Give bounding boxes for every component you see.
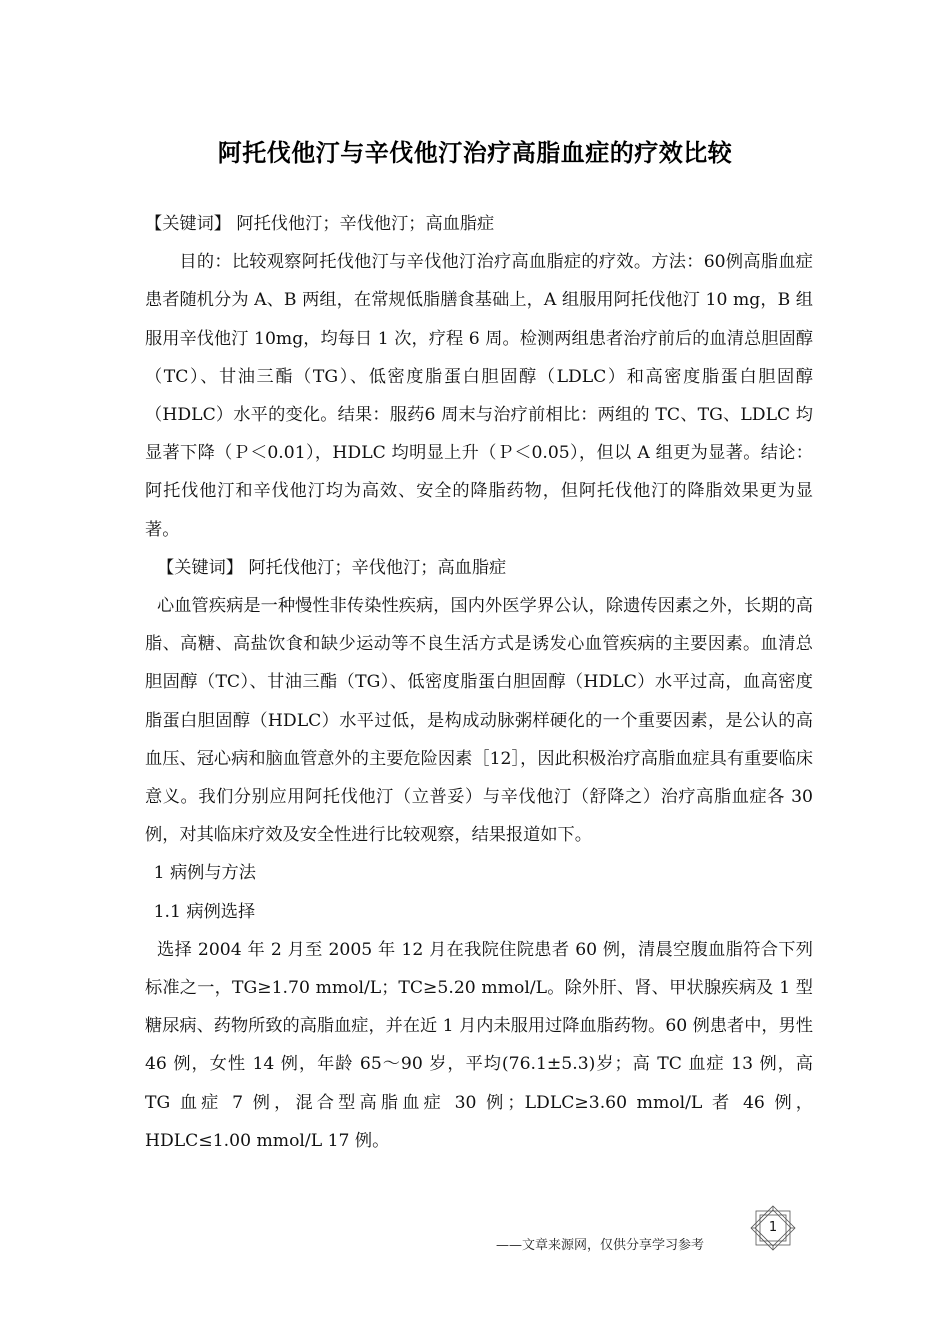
footer-source-text: ——文章来源网，仅供分享学习参考 [496,1238,705,1253]
page-number-badge [750,1205,796,1251]
paper-title: 阿托伐他汀与辛伐他汀治疗高脂血症的疗效比较 [217,139,733,167]
abstract-paragraph: 目的：比较观察阿托伐他汀与辛伐他汀治疗高血脂症的疗效。方法：60例高脂血症患者随机分为 A、B 两组，在常规低脂膳食基础上，A 组服用阿托伐他汀 10 mg，B 组服用辛伐他汀 10mg，均每日 1 次，疗程 6 周。检测两组患者治疗前后的血清总胆固醇（TC）、甘油三酯（TG）、低密度脂蛋白胆固醇（LDLC）和高密度脂蛋白胆固醇（HDLC）水平的变化。结果：服药6 周末与治疗前相比：两组的 TC、TG、LDLC 均显著下降（Ｐ＜0.01），HDLC 均明显上升（Ｐ＜0.05），但以 A 组更为显著。结论：阿托伐他汀和辛伐他汀均为高效、安全的降脂药物，但阿托伐他汀的降脂效果更为显著。 [145,252,813,540]
section-heading-1: 1 病例与方法 [153,863,256,884]
section-heading-1-1: 1.1 病例选择 [153,901,256,922]
paper-body [145,205,813,1160]
page-number: 1 [768,1220,778,1235]
keywords-line: 【关键词】 阿托伐他汀；辛伐他汀；高血脂症 [145,214,495,234]
cases-paragraph: 选择 2004 年 2 月至 2005 年 12 月在我院住院患者 60 例，清晨空腹血脂符合下列标准之一，TG≥1.70 mmol/L；TC≥5.20 mmol/L。除外肝、肾、甲状腺疾病及 1 型糖尿病、药物所致的高脂血症，并在近 1 月内未服用过降血脂药物。60 例患者中，男性 46 例，女性 14 例，年龄 65～90 岁，平均(76.1±5.3)岁；高 TC 血症 13 例，高 TG 血症 7 例，混合型高脂血症 30 例；LDLC≥3.60 mmol/L 者 46 例，HDLC≤1.00 mmol/L 17 例。 [145,939,813,1151]
intro-paragraph: 心血管疾病是一种慢性非传染性疾病，国内外医学界公认，除遗传因素之外，长期的高脂、高糖、高盐饮食和缺少运动等不良生活方式是诱发心血管疾病的主要因素。血清总胆固醇（TC）、甘油三酯（TG）、低密度脂蛋白胆固醇（HDLC）水平过高，血高密度脂蛋白胆固醇（HDLC）水平过低，是构成动脉粥样硬化的一个重要因素，是公认的高血压、冠心病和脑血管意外的主要危险因素［12］，因此积极治疗高脂血症具有重要临床意义。我们分别应用阿托伐他汀（立普妥）与辛伐他汀（舒降之）治疗高脂血症各 30 例，对其临床疗效及安全性进行比较观察，结果报道如下。 [145,596,813,846]
keywords-line-repeat: 【关键词】 阿托伐他汀；辛伐他汀；高血脂症 [157,557,507,578]
